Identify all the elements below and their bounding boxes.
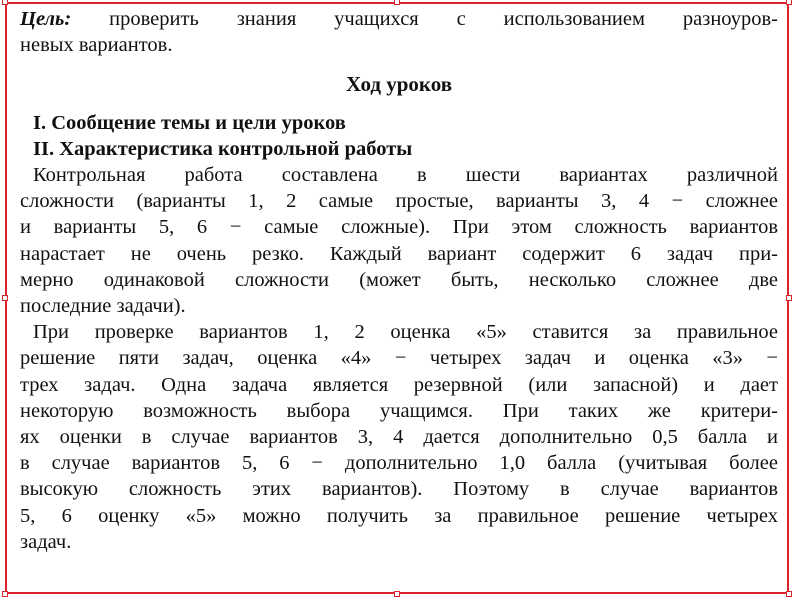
paragraph-1-line: нарастает не очень резко. Каждый вариант содержит 6 задач при- — [20, 242, 778, 265]
paragraph-1-line: Контрольная работа составлена в шести вариантах различной — [33, 164, 778, 187]
paragraph-2-line: трех задач. Одна задача является резервной (или запасной) и дает — [20, 373, 778, 396]
lesson-heading: Ход уроков — [345, 72, 453, 97]
resize-handle-top-right[interactable] — [786, 0, 792, 5]
goal-line-1 — [20, 6, 778, 32]
goal-text-1: проверить знания учащихся с использованием разноуров- — [109, 8, 779, 30]
resize-handle-bottom-left[interactable] — [2, 591, 8, 597]
resize-handle-middle-left[interactable] — [2, 295, 8, 301]
resize-handle-bottom-right[interactable] — [786, 591, 792, 597]
resize-handle-bottom-center[interactable] — [394, 591, 400, 597]
paragraph-2-line: в случае вариантов 5, 6 − дополнительно 1,0 балла (учитывая более — [20, 452, 778, 475]
section-2-title: II. Характеристика контрольной работы — [33, 137, 413, 160]
resize-handle-middle-right[interactable] — [786, 295, 792, 301]
paragraph-2-line: При проверке вариантов 1, 2 оценка «5» ставится за правильное — [33, 321, 778, 344]
paragraph-2-line: ях оценки в случае вариантов 3, 4 дается дополнительно 0,5 балла и — [20, 426, 778, 449]
paragraph-1-line: мерно одинаковой сложности (может быть, несколько сложнее две — [20, 268, 778, 291]
goal-label: Цель: — [20, 8, 72, 30]
paragraph-1-line: и варианты 5, 6 − самые сложные). При этом сложность вариантов — [20, 216, 778, 239]
section-1-title: I. Сообщение темы и цели уроков — [33, 111, 346, 134]
paragraph-2-line: высокую сложность этих вариантов). Поэтому в случае вариантов — [20, 478, 778, 501]
paragraph-2-line: некоторую возможность выбора учащимся. При таких же критери- — [20, 399, 778, 422]
resize-handle-top-left[interactable] — [2, 0, 8, 5]
paragraph-1-line: сложности (варианты 1, 2 самые простые, варианты 3, 4 − сложнее — [20, 190, 778, 213]
goal-line-2: невых вариантов. — [20, 34, 173, 57]
resize-handle-top-center[interactable] — [394, 0, 400, 5]
paragraph-2-line: задач. — [20, 530, 72, 553]
paragraph-2-line: 5, 6 оценку «5» можно получить за правильное решение четырех — [20, 504, 778, 527]
paragraph-1-line: последние задачи). — [20, 295, 186, 318]
paragraph-2-line: решение пяти задач, оценка «4» − четырех задач и оценка «3» − — [20, 347, 778, 370]
document-text-block — [20, 6, 778, 555]
